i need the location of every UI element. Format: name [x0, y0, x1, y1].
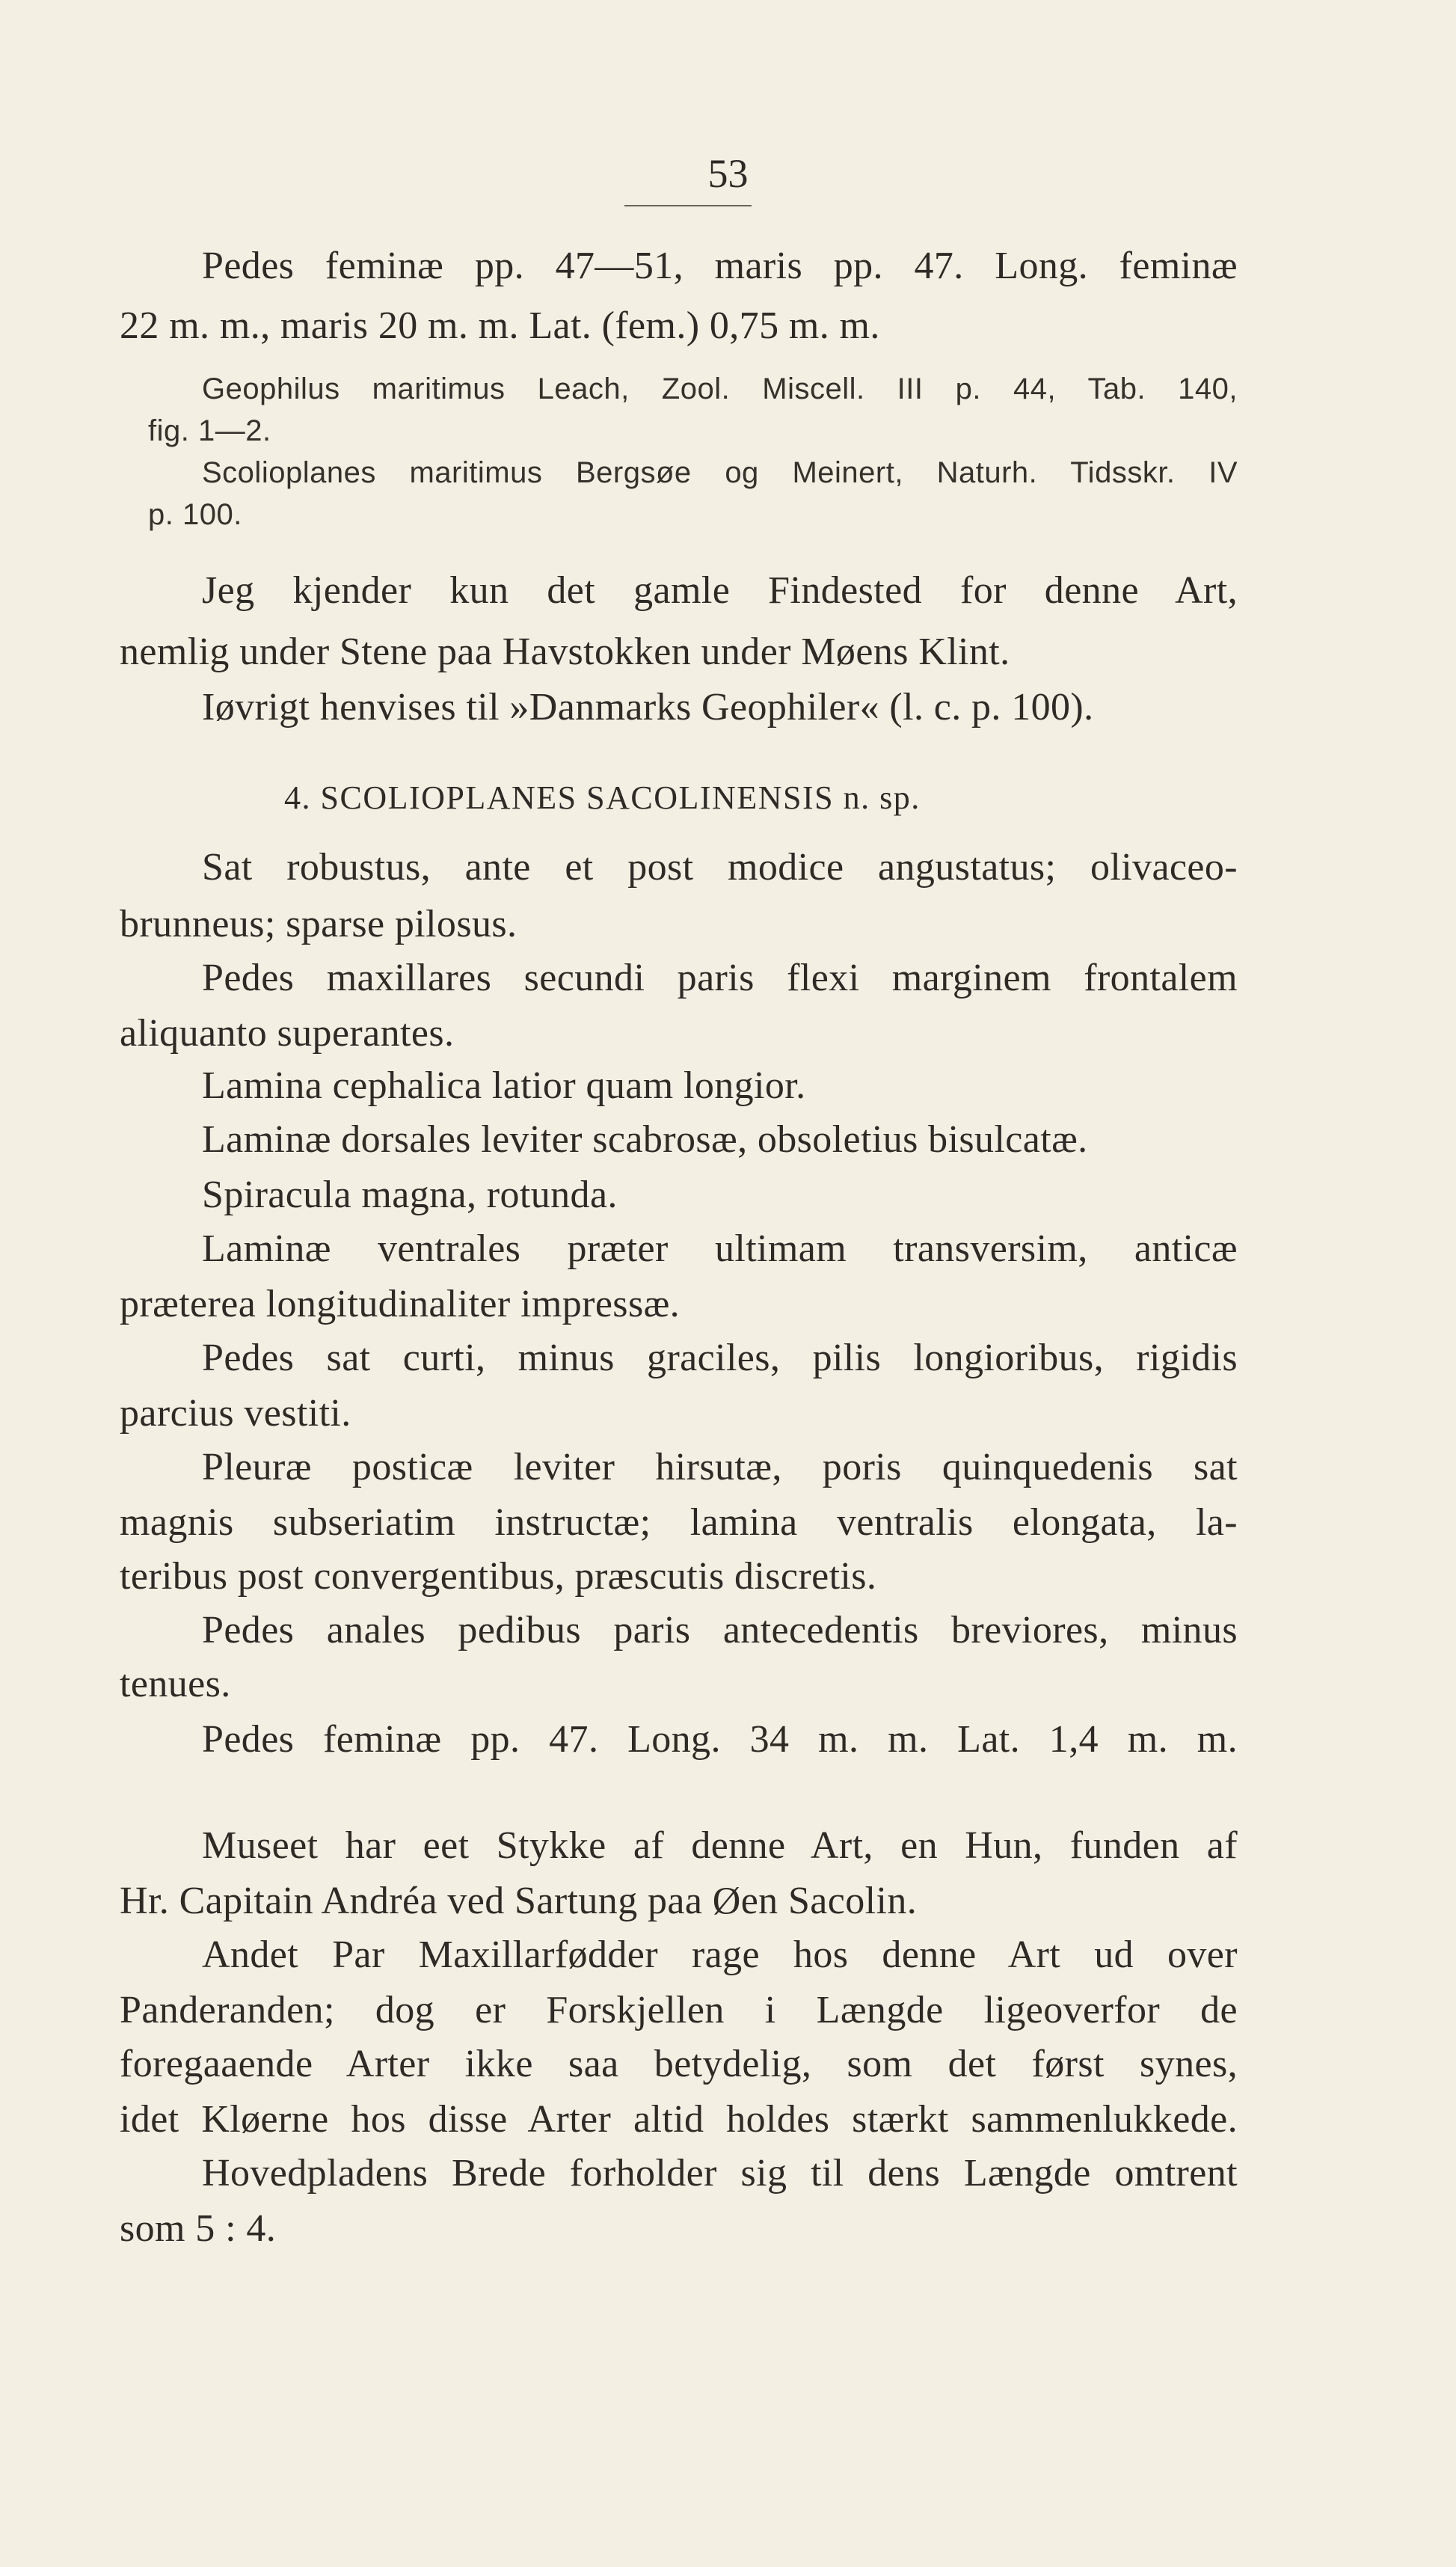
text-line: Museet har eet Stykke af denne Art, en Hun, funden af	[202, 1824, 1238, 1867]
text-line: aliquanto superantes.	[120, 1012, 455, 1055]
text-line: Panderanden; dog er Forskjellen i Længde ligeoverfor de	[120, 1989, 1238, 2031]
text-line: Pleuræ posticæ leviter hirsutæ, poris quinquedenis sat	[202, 1446, 1238, 1488]
text-line: tenues.	[120, 1663, 231, 1705]
text-line: Spiracula magna, rotunda.	[202, 1174, 618, 1216]
page-number-rule	[624, 205, 752, 206]
text-line: Iøvrigt henvises til »Danmarks Geophiler« (l. c. p. 100).	[202, 686, 1094, 729]
text-line: Hovedpladens Brede forholder sig til dens Længde omtrent	[202, 2152, 1238, 2195]
text-line: teribus post convergentibus, præscutis discretis.	[120, 1555, 877, 1598]
text-line: Pedes anales pedibus paris antecedentis breviores, minus	[202, 1609, 1238, 1651]
text-line: Andet Par Maxillarfødder rage hos denne Art ud over	[202, 1933, 1238, 1976]
synonym-line: Geophilus maritimus Leach, Zool. Miscell. III p. 44, Tab. 140,	[202, 372, 1238, 405]
text-line: 22 m. m., maris 20 m. m. Lat. (fem.) 0,75 m. m.	[120, 304, 880, 347]
text-line: magnis subseriatim instructæ; lamina ventralis elongata, la-	[120, 1501, 1238, 1544]
text-line: parcius vestiti.	[120, 1392, 351, 1435]
text-line: Laminæ ventrales præter ultimam transversim, anticæ	[202, 1227, 1238, 1270]
text-line: Pedes maxillares secundi paris flexi marginem frontalem	[202, 957, 1238, 999]
text-line: Pedes feminæ pp. 47. Long. 34 m. m. Lat. 1,4 m. m.	[202, 1718, 1238, 1761]
text-line: som 5 : 4.	[120, 2207, 277, 2250]
text-line: Lamina cephalica latior quam longior.	[202, 1064, 806, 1107]
text-line: Sat robustus, ante et post modice angustatus; olivaceo-	[202, 846, 1238, 889]
text-line: brunneus; sparse pilosus.	[120, 903, 517, 945]
synonym-line: fig. 1—2.	[148, 414, 271, 447]
text-line: Hr. Capitain Andréa ved Sartung paa Øen Sacolin.	[120, 1880, 918, 1922]
text-line: Jeg kjender kun det gamle Findested for denne Art,	[202, 569, 1238, 612]
text-line: Laminæ dorsales leviter scabrosæ, obsoletius bisulcatæ.	[202, 1118, 1088, 1161]
text-line: foregaaende Arter ikke saa betydelig, som det først synes,	[120, 2043, 1238, 2085]
synonym-line: Scolioplanes maritimus Bergsøe og Meinert, Naturh. Tidsskr. IV	[202, 456, 1238, 489]
text-line: præterea longitudinaliter impressæ.	[120, 1283, 681, 1325]
synonym-line: p. 100.	[148, 498, 242, 531]
text-line: Pedes feminæ pp. 47—51, maris pp. 47. Long. feminæ	[202, 245, 1238, 287]
page-number: 53	[707, 151, 749, 196]
text-line: nemlig under Stene paa Havstokken under Møens Klint.	[120, 631, 1010, 673]
species-heading: 4. SCOLIOPLANES SACOLINENSIS n. sp.	[284, 779, 921, 816]
text-line: Pedes sat curti, minus graciles, pilis longioribus, rigidis	[202, 1337, 1238, 1379]
text-line: idet Kløerne hos disse Arter altid holdes stærkt sammenlukkede.	[120, 2098, 1238, 2141]
